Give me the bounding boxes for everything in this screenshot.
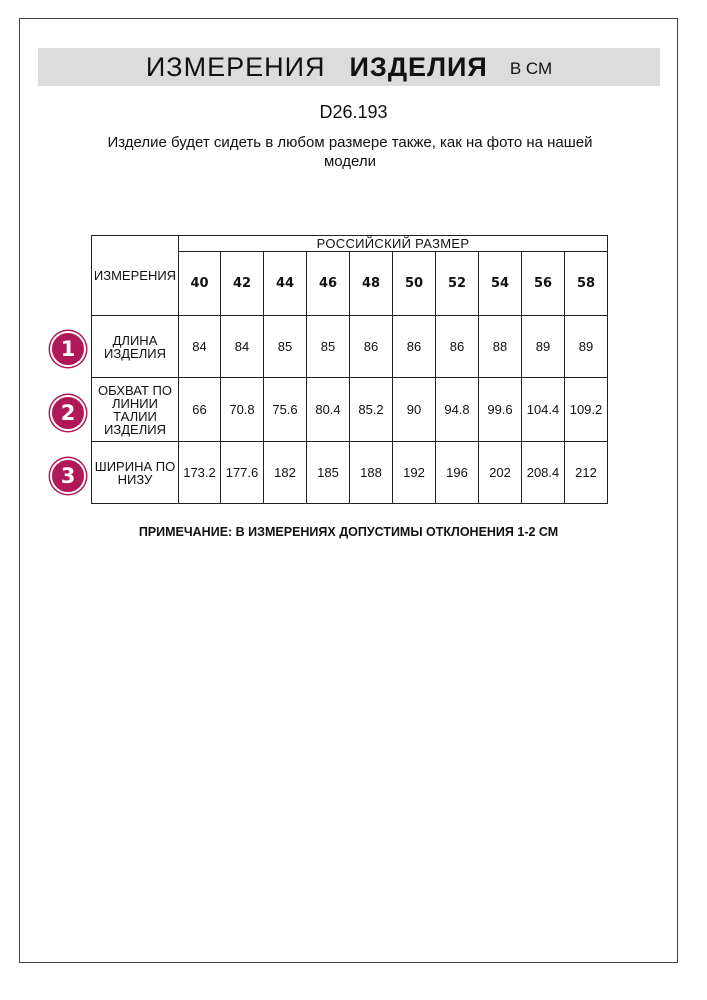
measurement-value: 188: [350, 442, 393, 504]
measurement-value: 89: [522, 316, 565, 378]
measurement-value: 177.6: [221, 442, 264, 504]
measurement-value: 208.4: [522, 442, 565, 504]
size-header-cell: 44: [264, 252, 307, 316]
size-header-cell: 52: [436, 252, 479, 316]
size-header-cell: 58: [565, 252, 608, 316]
measurement-value: 80.4: [307, 378, 350, 442]
size-group-row: [92, 236, 608, 252]
size-header-cell: 40: [179, 252, 221, 316]
measurement-value: 88: [479, 316, 522, 378]
header-title-bold: ИЗДЕЛИЯ: [349, 51, 488, 82]
size-header-cell: 42: [221, 252, 264, 316]
measurement-value: 85.2: [350, 378, 393, 442]
measurement-value: 182: [264, 442, 307, 504]
size-header-cell: 46: [307, 252, 350, 316]
measurement-value: 75.6: [264, 378, 307, 442]
size-table: [91, 235, 608, 504]
measurement-value: 173.2: [179, 442, 221, 504]
measurement-label: ДЛИНА ИЗДЕЛИЯ: [92, 316, 179, 378]
header-unit: В СМ: [509, 59, 553, 78]
note-text: ПРИМЕЧАНИЕ: В ИЗМЕРЕНИЯХ ДОПУСТИМЫ ОТКЛОНЕНИЯ 1-2 СМ: [138, 525, 559, 539]
measurement-value: 84: [221, 316, 264, 378]
measurement-value: 94.8: [436, 378, 479, 442]
measurement-value: 109.2: [565, 378, 608, 442]
header-title-light: ИЗМЕРЕНИЯ: [145, 51, 326, 82]
size-header-cell: 48: [350, 252, 393, 316]
measurement-row-waist: [92, 378, 608, 442]
measurement-value: 85: [307, 316, 350, 378]
measurement-value: 202: [479, 442, 522, 504]
size-header-cell: 50: [393, 252, 436, 316]
measurement-row-length: [92, 316, 608, 378]
measurement-value: 90: [393, 378, 436, 442]
article-number: D26.193: [319, 102, 388, 122]
measurement-value: 104.4: [522, 378, 565, 442]
measurement-value: 99.6: [479, 378, 522, 442]
measurement-value: 85: [264, 316, 307, 378]
badge-3: 3: [50, 458, 86, 494]
measurement-value: 212: [565, 442, 608, 504]
measurement-value: 192: [393, 442, 436, 504]
measurement-value: 86: [350, 316, 393, 378]
badge-1: 1: [50, 331, 86, 367]
badge-2: 2: [50, 395, 86, 431]
size-header-cell: 54: [479, 252, 522, 316]
measurement-label: ШИРИНА ПО НИЗУ: [92, 442, 179, 504]
measurement-label: ОБХВАТ ПО ЛИНИИ ТАЛИИ ИЗДЕЛИЯ: [92, 378, 179, 442]
measurement-value: 89: [565, 316, 608, 378]
measurement-value: 86: [436, 316, 479, 378]
measurement-value: 185: [307, 442, 350, 504]
measurement-value: 70.8: [221, 378, 264, 442]
measurement-value: 86: [393, 316, 436, 378]
measurement-value: 196: [436, 442, 479, 504]
size-header-cell: 56: [522, 252, 565, 316]
fit-description: Изделие будет сидеть в любом размере также, как на фото на нашей модели: [107, 134, 593, 170]
size-group-label: РОССИЙСКИЙ РАЗМЕР: [179, 236, 608, 252]
measurement-value: 84: [179, 316, 221, 378]
measurement-value: 66: [179, 378, 221, 442]
measure-header: ИЗМЕРЕНИЯ: [92, 236, 179, 316]
measurement-row-hem: [92, 442, 608, 504]
header-bar: [38, 48, 660, 86]
